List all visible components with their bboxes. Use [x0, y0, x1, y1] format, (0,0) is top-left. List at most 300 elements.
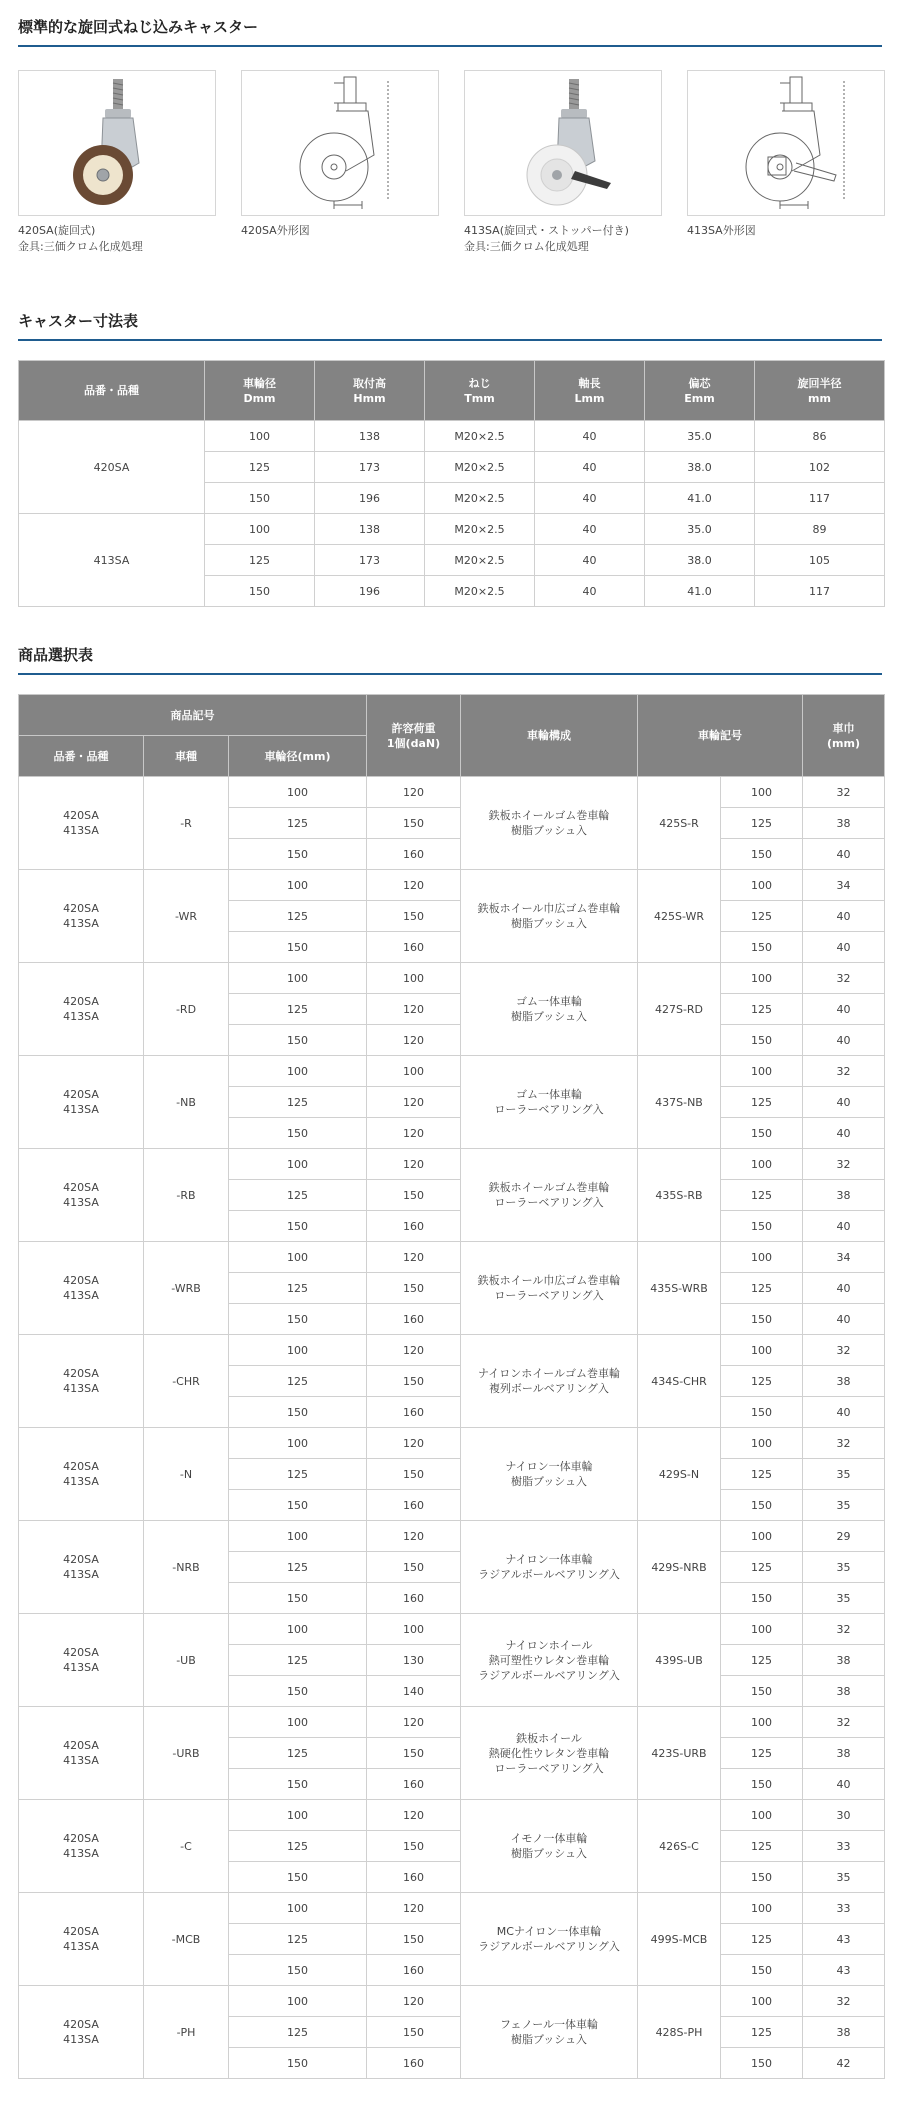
wheel-structure-line: ナイロン一体車輪	[505, 1553, 593, 1566]
sel-header-diameter: 車輪径(mm)	[229, 736, 367, 777]
gallery-item-413sa-drawing[interactable]	[687, 70, 885, 239]
dim-cell-thread: M20×2.5	[425, 483, 535, 514]
sel-cell-type: -URB	[144, 1707, 229, 1800]
sel-cell-width: 43	[803, 1924, 885, 1955]
sel-cell-diameter: 125	[229, 901, 367, 932]
wheel-structure-line: ローラーベアリング入	[494, 1103, 604, 1116]
dim-cell-height: 196	[315, 483, 425, 514]
dim-cell-thread: M20×2.5	[425, 576, 535, 607]
sel-row	[19, 1242, 885, 1273]
dimension-drawing-420sa[interactable]	[241, 70, 439, 216]
sel-cell-load: 120	[367, 1893, 461, 1924]
sel-cell-wheel-size: 150	[721, 1025, 803, 1056]
sel-row	[19, 870, 885, 901]
dim-cell-swivel-radius: 89	[755, 514, 885, 545]
sel-cell-wheel-size: 100	[721, 1893, 803, 1924]
gallery-item-420sa-drawing[interactable]	[241, 70, 439, 239]
sel-cell-diameter: 100	[229, 963, 367, 994]
sel-cell-wheel-size: 125	[721, 1459, 803, 1490]
sel-cell-wheel-size: 150	[721, 839, 803, 870]
sel-cell-wheel-size: 100	[721, 1521, 803, 1552]
model-name: 413SA	[63, 1010, 99, 1023]
sel-cell-wheel-code: 425S-WR	[638, 870, 721, 963]
sel-cell-width: 40	[803, 1087, 885, 1118]
wheel-structure-line: ラジアルボールベアリング入	[478, 1668, 620, 1682]
sel-cell-diameter: 100	[229, 777, 367, 808]
sel-cell-wheel-code: 434S-CHR	[638, 1335, 721, 1428]
sel-row	[19, 1335, 885, 1366]
model-name: 413SA	[63, 1475, 99, 1488]
sel-cell-wheel-code: 428S-PH	[638, 1986, 721, 2079]
dim-cell-thread: M20×2.5	[425, 452, 535, 483]
sel-cell-width: 32	[803, 1986, 885, 2017]
sel-cell-models	[19, 1800, 144, 1893]
sel-cell-wheel-size: 100	[721, 1056, 803, 1087]
model-name: 413SA	[63, 824, 99, 837]
sel-cell-type: -UB	[144, 1614, 229, 1707]
sel-cell-diameter: 100	[229, 1149, 367, 1180]
sel-cell-load: 140	[367, 1676, 461, 1707]
sel-header-type: 車種	[144, 736, 229, 777]
sel-cell-load: 160	[367, 1304, 461, 1335]
product-gallery	[18, 70, 884, 260]
sel-cell-load: 120	[367, 1025, 461, 1056]
sel-cell-load: 160	[367, 932, 461, 963]
dimension-drawing-413sa[interactable]	[687, 70, 885, 216]
sel-cell-type: -C	[144, 1800, 229, 1893]
product-photo-413sa[interactable]	[464, 70, 662, 216]
wheel-structure-line: ラジアルボールベアリング入	[478, 1568, 620, 1581]
model-name: 413SA	[63, 1289, 99, 1302]
sel-cell-diameter: 150	[229, 1211, 367, 1242]
model-name: 413SA	[63, 1196, 99, 1209]
model-name: 420SA	[63, 1553, 99, 1566]
sel-cell-wheel-structure	[461, 1056, 638, 1149]
dim-cell-shaft-length: 40	[535, 421, 645, 452]
model-name: 420SA	[63, 1739, 99, 1752]
sel-cell-load: 120	[367, 994, 461, 1025]
sel-cell-wheel-size: 125	[721, 1552, 803, 1583]
sel-cell-wheel-size: 125	[721, 1273, 803, 1304]
dim-cell-diameter: 150	[205, 483, 315, 514]
sel-cell-type: -RD	[144, 963, 229, 1056]
model-name: 420SA	[63, 1460, 99, 1473]
sel-cell-diameter: 125	[229, 1459, 367, 1490]
sel-row	[19, 1056, 885, 1087]
sel-cell-wheel-code: 499S-MCB	[638, 1893, 721, 1986]
sel-cell-width: 40	[803, 1211, 885, 1242]
sel-cell-wheel-structure	[461, 1614, 638, 1707]
model-name: 413SA	[63, 1382, 99, 1395]
wheel-structure-line: ナイロンホイールゴム巻車輪	[477, 1367, 620, 1380]
sel-cell-load: 150	[367, 1273, 461, 1304]
sel-header-product-code: 商品記号	[19, 695, 367, 736]
sel-cell-wheel-code: 439S-UB	[638, 1614, 721, 1707]
sel-cell-wheel-size: 125	[721, 1180, 803, 1211]
dim-header-model: 品番・品種	[19, 361, 205, 421]
model-name: 413SA	[63, 1661, 99, 1674]
gallery-caption-2: 420SA外形図	[241, 224, 310, 237]
sel-cell-models	[19, 1986, 144, 2079]
dim-header-shaft-length: 軸長 Lmm	[535, 361, 645, 421]
sel-cell-load: 160	[367, 1397, 461, 1428]
sel-cell-wheel-size: 100	[721, 1614, 803, 1645]
sel-row	[19, 1893, 885, 1924]
sel-cell-width: 30	[803, 1800, 885, 1831]
sel-cell-wheel-size: 125	[721, 901, 803, 932]
dim-header-diameter: 車輪径 Dmm	[205, 361, 315, 421]
model-name: 420SA	[63, 1274, 99, 1287]
section-title-casters: 標準的な旋回式ねじ込みキャスター	[18, 16, 882, 47]
sel-cell-width: 40	[803, 839, 885, 870]
product-photo-420sa[interactable]	[18, 70, 216, 216]
dim-cell-offset: 38.0	[645, 545, 755, 576]
sel-cell-wheel-size: 125	[721, 1087, 803, 1118]
sel-cell-wheel-code: 429S-NRB	[638, 1521, 721, 1614]
sel-cell-load: 120	[367, 1087, 461, 1118]
sel-cell-width: 42	[803, 2048, 885, 2079]
sel-cell-width: 32	[803, 1335, 885, 1366]
wheel-structure-line: 鉄板ホイール巾広ゴム巻車輪	[477, 1274, 621, 1287]
sel-cell-wheel-size: 150	[721, 1676, 803, 1707]
sel-cell-wheel-size: 150	[721, 1118, 803, 1149]
wheel-structure-line: ローラーベアリング入	[494, 1761, 604, 1775]
sel-cell-wheel-size: 100	[721, 777, 803, 808]
sel-cell-wheel-size: 125	[721, 1831, 803, 1862]
sel-cell-type: -RB	[144, 1149, 229, 1242]
dim-cell-diameter: 150	[205, 576, 315, 607]
sel-cell-wheel-size: 150	[721, 2048, 803, 2079]
sel-cell-width: 35	[803, 1490, 885, 1521]
sel-cell-diameter: 125	[229, 808, 367, 839]
sel-cell-type: -N	[144, 1428, 229, 1521]
sel-cell-load: 150	[367, 1366, 461, 1397]
sel-cell-wheel-size: 100	[721, 1335, 803, 1366]
section-title-dimensions: キャスター寸法表	[18, 310, 882, 341]
sel-cell-width: 38	[803, 1366, 885, 1397]
sel-cell-wheel-size: 100	[721, 870, 803, 901]
sel-cell-width: 40	[803, 1118, 885, 1149]
sel-cell-width: 33	[803, 1893, 885, 1924]
wheel-structure-line: 樹脂ブッシュ入	[510, 824, 587, 837]
sel-cell-wheel-size: 125	[721, 1924, 803, 1955]
dim-cell-shaft-length: 40	[535, 514, 645, 545]
sel-cell-load: 120	[367, 1428, 461, 1459]
sel-cell-width: 40	[803, 1025, 885, 1056]
sel-cell-load: 160	[367, 1955, 461, 1986]
model-name: 420SA	[63, 1646, 99, 1659]
sel-cell-diameter: 100	[229, 1056, 367, 1087]
dim-header-height: 取付高 Hmm	[315, 361, 425, 421]
sel-cell-load: 120	[367, 1149, 461, 1180]
dim-cell-shaft-length: 40	[535, 483, 645, 514]
wheel-structure-line: 鉄板ホイールゴム巻車輪	[488, 1181, 610, 1194]
sel-header-load: 許容荷重 1個(daN)	[367, 695, 461, 777]
sel-cell-models	[19, 1893, 144, 1986]
sel-cell-type: -NB	[144, 1056, 229, 1149]
sel-cell-wheel-size: 100	[721, 1707, 803, 1738]
sel-cell-wheel-size: 150	[721, 1955, 803, 1986]
wheel-structure-line: イモノ一体車輪	[510, 1832, 588, 1845]
sel-row	[19, 777, 885, 808]
dim-cell-swivel-radius: 105	[755, 545, 885, 576]
sel-cell-models	[19, 1707, 144, 1800]
dim-cell-height: 173	[315, 545, 425, 576]
sel-cell-wheel-structure	[461, 870, 638, 963]
sel-cell-width: 35	[803, 1552, 885, 1583]
dim-cell-height: 138	[315, 514, 425, 545]
wheel-structure-line: ゴム一体車輪	[516, 995, 582, 1008]
sel-cell-diameter: 150	[229, 1955, 367, 1986]
sel-cell-width: 35	[803, 1583, 885, 1614]
wheel-structure-line: フェノール一体車輪	[499, 2018, 599, 2031]
sel-cell-load: 120	[367, 1242, 461, 1273]
sel-cell-wheel-structure	[461, 1242, 638, 1335]
sel-row	[19, 1800, 885, 1831]
sel-header-wheel-code: 車輪記号	[638, 695, 803, 777]
wheel-structure-line: 鉄板ホイールゴム巻車輪	[488, 809, 610, 822]
sel-cell-models	[19, 1149, 144, 1242]
sel-cell-load: 150	[367, 1459, 461, 1490]
sel-cell-diameter: 125	[229, 1366, 367, 1397]
wheel-structure-line: ナイロン一体車輪	[505, 1460, 593, 1473]
dim-cell-swivel-radius: 86	[755, 421, 885, 452]
sel-cell-width: 38	[803, 1645, 885, 1676]
sel-row	[19, 1986, 885, 2017]
sel-cell-models	[19, 1614, 144, 1707]
model-name: 420SA	[63, 902, 99, 915]
sel-cell-models	[19, 870, 144, 963]
section-title-selection: 商品選択表	[18, 644, 882, 675]
model-name: 413SA	[63, 1847, 99, 1860]
model-name: 420SA	[63, 2018, 99, 2031]
wheel-structure-line: ローラーベアリング入	[494, 1289, 604, 1302]
dim-cell-diameter: 100	[205, 421, 315, 452]
sel-cell-wheel-structure	[461, 777, 638, 870]
sel-cell-width: 32	[803, 777, 885, 808]
sel-cell-width: 40	[803, 1273, 885, 1304]
sel-cell-width: 38	[803, 1738, 885, 1769]
sel-cell-load: 100	[367, 1056, 461, 1087]
sel-cell-diameter: 150	[229, 1118, 367, 1149]
sel-cell-load: 120	[367, 777, 461, 808]
sel-cell-load: 160	[367, 1769, 461, 1800]
sel-cell-diameter: 125	[229, 1645, 367, 1676]
wheel-structure-line: 複列ボールベアリング入	[488, 1382, 610, 1395]
wheel-structure-line: ラジアルボールベアリング入	[478, 1940, 620, 1953]
sel-cell-wheel-structure	[461, 1893, 638, 1986]
dim-cell-height: 173	[315, 452, 425, 483]
sel-cell-load: 150	[367, 2017, 461, 2048]
sel-cell-wheel-code: 427S-RD	[638, 963, 721, 1056]
sel-cell-diameter: 125	[229, 1087, 367, 1118]
sel-cell-load: 160	[367, 1211, 461, 1242]
sel-cell-models	[19, 1335, 144, 1428]
sel-cell-diameter: 125	[229, 994, 367, 1025]
dim-cell-swivel-radius: 117	[755, 576, 885, 607]
sel-cell-type: -WRB	[144, 1242, 229, 1335]
dim-cell-thread: M20×2.5	[425, 545, 535, 576]
dim-cell-diameter: 125	[205, 452, 315, 483]
sel-cell-wheel-structure	[461, 1149, 638, 1242]
model-name: 420SA	[63, 1367, 99, 1380]
sel-cell-width: 40	[803, 901, 885, 932]
sel-cell-diameter: 150	[229, 932, 367, 963]
sel-cell-diameter: 150	[229, 1490, 367, 1521]
sel-cell-diameter: 150	[229, 2048, 367, 2079]
dim-cell-diameter: 125	[205, 545, 315, 576]
sel-cell-width: 35	[803, 1862, 885, 1893]
sel-cell-width: 43	[803, 1955, 885, 1986]
sel-cell-wheel-size: 150	[721, 1769, 803, 1800]
sel-cell-diameter: 150	[229, 1304, 367, 1335]
sel-cell-models	[19, 1521, 144, 1614]
wheel-structure-line: 鉄板ホイール	[516, 1731, 582, 1745]
sel-cell-diameter: 150	[229, 1397, 367, 1428]
sel-cell-wheel-structure	[461, 1707, 638, 1800]
gallery-item-413sa-photo[interactable]	[464, 70, 662, 255]
sel-cell-load: 150	[367, 1738, 461, 1769]
sel-cell-diameter: 100	[229, 1242, 367, 1273]
sel-cell-diameter: 150	[229, 1676, 367, 1707]
sel-cell-width: 38	[803, 808, 885, 839]
sel-cell-wheel-code: 435S-RB	[638, 1149, 721, 1242]
sel-cell-type: -R	[144, 777, 229, 870]
model-name: 420SA	[63, 809, 99, 822]
selection-table-body	[19, 777, 885, 2079]
sel-cell-load: 120	[367, 1986, 461, 2017]
sel-cell-wheel-size: 150	[721, 1490, 803, 1521]
sel-row	[19, 1707, 885, 1738]
sel-cell-width: 34	[803, 1242, 885, 1273]
gallery-item-420sa-photo[interactable]	[18, 70, 216, 255]
wheel-structure-line: 樹脂ブッシュ入	[510, 1010, 587, 1023]
sel-cell-wheel-size: 125	[721, 994, 803, 1025]
sel-row	[19, 1149, 885, 1180]
sel-cell-diameter: 100	[229, 1893, 367, 1924]
sel-cell-load: 160	[367, 2048, 461, 2079]
dim-cell-offset: 38.0	[645, 452, 755, 483]
sel-cell-wheel-size: 100	[721, 1986, 803, 2017]
sel-cell-diameter: 100	[229, 1614, 367, 1645]
dim-cell-diameter: 100	[205, 514, 315, 545]
sel-cell-width: 40	[803, 1304, 885, 1335]
dim-cell-height: 196	[315, 576, 425, 607]
wheel-structure-line: MCナイロン一体車輪	[496, 1925, 602, 1938]
sel-cell-width: 38	[803, 1180, 885, 1211]
sel-cell-diameter: 100	[229, 1428, 367, 1459]
sel-cell-wheel-size: 125	[721, 808, 803, 839]
sel-cell-load: 130	[367, 1645, 461, 1676]
sel-cell-wheel-size: 125	[721, 2017, 803, 2048]
sel-cell-width: 32	[803, 1056, 885, 1087]
sel-cell-diameter: 100	[229, 1521, 367, 1552]
sel-cell-diameter: 100	[229, 1335, 367, 1366]
sel-cell-load: 100	[367, 1614, 461, 1645]
dim-cell-thread: M20×2.5	[425, 421, 535, 452]
sel-cell-wheel-code: 437S-NB	[638, 1056, 721, 1149]
sel-cell-load: 100	[367, 963, 461, 994]
dim-cell-model: 413SA	[19, 514, 205, 607]
sel-cell-diameter: 150	[229, 1025, 367, 1056]
model-name: 413SA	[63, 917, 99, 930]
sel-cell-diameter: 125	[229, 1924, 367, 1955]
sel-cell-width: 38	[803, 1676, 885, 1707]
sel-cell-width: 32	[803, 1428, 885, 1459]
sel-cell-wheel-code: 425S-R	[638, 777, 721, 870]
sel-cell-width: 35	[803, 1459, 885, 1490]
wheel-structure-line: 熱硬化性ウレタン巻車輪	[488, 1746, 610, 1760]
sel-cell-width: 33	[803, 1831, 885, 1862]
sel-cell-width: 40	[803, 994, 885, 1025]
sel-cell-wheel-size: 150	[721, 1862, 803, 1893]
sel-cell-load: 120	[367, 1800, 461, 1831]
dimension-table-body	[19, 421, 885, 607]
sel-cell-diameter: 150	[229, 1583, 367, 1614]
sel-header-width: 車巾 (mm)	[803, 695, 885, 777]
sel-cell-wheel-code: 423S-URB	[638, 1707, 721, 1800]
sel-cell-wheel-size: 125	[721, 1645, 803, 1676]
sel-cell-wheel-structure	[461, 1335, 638, 1428]
sel-cell-diameter: 100	[229, 1800, 367, 1831]
sel-cell-width: 32	[803, 1707, 885, 1738]
sel-cell-load: 120	[367, 1118, 461, 1149]
sel-cell-wheel-size: 100	[721, 1242, 803, 1273]
sel-cell-wheel-structure	[461, 963, 638, 1056]
sel-cell-load: 120	[367, 1335, 461, 1366]
sel-cell-width: 34	[803, 870, 885, 901]
dim-cell-height: 138	[315, 421, 425, 452]
sel-cell-models	[19, 1056, 144, 1149]
sel-cell-width: 40	[803, 1397, 885, 1428]
sel-cell-wheel-structure	[461, 1800, 638, 1893]
model-name: 413SA	[63, 1103, 99, 1116]
sel-row	[19, 1521, 885, 1552]
dim-header-swivel-radius: 旋回半径 mm	[755, 361, 885, 421]
wheel-structure-line: ローラーベアリング入	[494, 1196, 604, 1209]
sel-cell-width: 40	[803, 1769, 885, 1800]
sel-cell-wheel-size: 150	[721, 1583, 803, 1614]
sel-cell-wheel-code: 435S-WRB	[638, 1242, 721, 1335]
dim-cell-shaft-length: 40	[535, 576, 645, 607]
dim-cell-shaft-length: 40	[535, 452, 645, 483]
sel-cell-models	[19, 1428, 144, 1521]
sel-cell-type: -MCB	[144, 1893, 229, 1986]
model-name: 420SA	[63, 1925, 99, 1938]
sel-cell-models	[19, 1242, 144, 1335]
sel-cell-load: 150	[367, 1924, 461, 1955]
sel-cell-type: -PH	[144, 1986, 229, 2079]
wheel-structure-line: 樹脂ブッシュ入	[510, 2033, 587, 2046]
sel-cell-load: 150	[367, 901, 461, 932]
sel-cell-wheel-size: 100	[721, 1428, 803, 1459]
wheel-structure-line: 樹脂ブッシュ入	[510, 1475, 587, 1488]
sel-cell-diameter: 150	[229, 1862, 367, 1893]
model-name: 420SA	[63, 1181, 99, 1194]
sel-cell-diameter: 100	[229, 870, 367, 901]
sel-cell-diameter: 125	[229, 1273, 367, 1304]
sel-header-wheel-structure: 車輪構成	[461, 695, 638, 777]
sel-cell-wheel-size: 125	[721, 1738, 803, 1769]
dim-cell-offset: 35.0	[645, 421, 755, 452]
sel-cell-load: 120	[367, 1707, 461, 1738]
gallery-caption-1: 420SA(旋回式) 金具:三価クロム化成処理	[18, 224, 143, 253]
sel-cell-wheel-size: 150	[721, 1304, 803, 1335]
sel-cell-width: 32	[803, 963, 885, 994]
selection-table	[18, 694, 885, 2079]
sel-cell-diameter: 100	[229, 1986, 367, 2017]
sel-cell-wheel-structure	[461, 1428, 638, 1521]
